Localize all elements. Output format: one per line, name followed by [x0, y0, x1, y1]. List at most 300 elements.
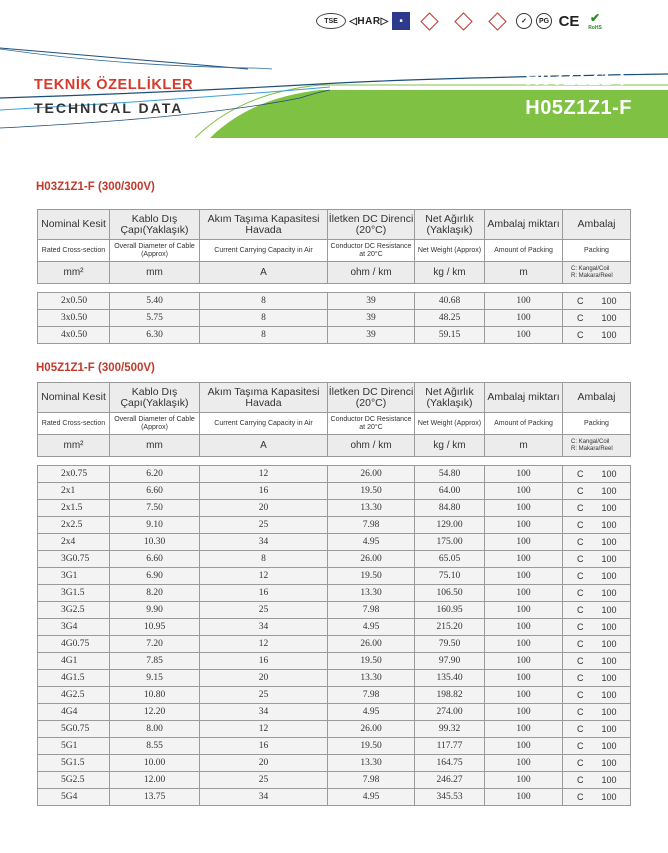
table-cell: 99.32	[415, 721, 485, 738]
table-cell: 75.10	[415, 568, 485, 585]
header-cell: Ambalaj miktarı	[485, 383, 563, 413]
table-row	[38, 517, 631, 534]
packing-length: 100	[601, 605, 617, 615]
table-cell: 100	[485, 687, 563, 704]
diamond-cert-logo-icon	[414, 13, 444, 29]
packing-cell	[563, 534, 631, 551]
packing-length: 100	[601, 792, 617, 802]
table-cell: 26.00	[328, 466, 415, 483]
table-cell: 100	[485, 585, 563, 602]
har-logo-icon: ◁HAR▷	[349, 15, 389, 27]
table-cell: 100	[485, 772, 563, 789]
packing-length: 100	[601, 554, 617, 564]
table-cell: 100	[485, 517, 563, 534]
table-cell: 2x0.50	[38, 293, 110, 310]
table-cell: 100	[485, 755, 563, 772]
table-cell: 7.98	[328, 517, 415, 534]
packing-type: C	[577, 605, 584, 615]
table-cell: 6.30	[110, 327, 200, 344]
packing-type: C	[577, 707, 584, 717]
table-body-h03	[38, 293, 631, 344]
table-cell: 12	[200, 466, 328, 483]
table-cell: 25	[200, 687, 328, 704]
table-cell: 106.50	[415, 585, 485, 602]
packing-cell	[563, 483, 631, 500]
unit-cell: kg / km	[415, 262, 485, 284]
header-cell: Packing	[563, 240, 631, 262]
table-cell: 59.15	[415, 327, 485, 344]
packing-cell	[563, 772, 631, 789]
packing-length: 100	[601, 622, 617, 632]
packing-legend-coil: C: Kangal/Coil	[571, 265, 610, 272]
table-cell: 34	[200, 619, 328, 636]
table-cell: 8.55	[110, 738, 200, 755]
table-cell: 8.00	[110, 721, 200, 738]
table-cell: 4.95	[328, 789, 415, 806]
table-cell: 4G0.75	[38, 636, 110, 653]
table-cell: 100	[485, 534, 563, 551]
table-cell: 20	[200, 755, 328, 772]
packing-type: C	[577, 486, 584, 496]
header-cell: Akım Taşıma Kapasitesi Havada	[200, 210, 328, 240]
header-cell: Net Ağırlık (Yaklaşık)	[415, 383, 485, 413]
table-cell: 54.80	[415, 466, 485, 483]
packing-cell	[563, 636, 631, 653]
table-row	[38, 551, 631, 568]
packing-type: C	[577, 537, 584, 547]
table-cell: 7.50	[110, 500, 200, 517]
packing-cell	[563, 670, 631, 687]
packing-cell	[563, 466, 631, 483]
packing-type: C	[577, 775, 584, 785]
table-cell: 100	[485, 738, 563, 755]
packing-cell	[563, 721, 631, 738]
packing-length: 100	[601, 758, 617, 768]
spec-table-h05	[37, 382, 631, 806]
table-cell: 13.30	[328, 755, 415, 772]
table-cell: 117.77	[415, 738, 485, 755]
unit-cell: m	[485, 262, 563, 284]
table-cell: 7.98	[328, 687, 415, 704]
packing-length: 100	[601, 690, 617, 700]
header-cell: Ambalaj miktarı	[485, 210, 563, 240]
certification-logos	[316, 10, 634, 32]
table-cell: 34	[200, 704, 328, 721]
table-cell: 40.68	[415, 293, 485, 310]
table-cell: 39	[328, 327, 415, 344]
table-cell: 10.30	[110, 534, 200, 551]
table-cell: 9.90	[110, 602, 200, 619]
table-cell: 100	[485, 551, 563, 568]
table-cell: 97.90	[415, 653, 485, 670]
table-cell: 100	[485, 789, 563, 806]
table-cell: 3G4	[38, 619, 110, 636]
header-cell: Akım Taşıma Kapasitesi Havada	[200, 383, 328, 413]
header-cell: Amount of Packing	[485, 413, 563, 435]
table-cell: 164.75	[415, 755, 485, 772]
table-cell: 7.98	[328, 772, 415, 789]
header-cell: Net Weight (Approx)	[415, 413, 485, 435]
header-cell: Ambalaj	[563, 383, 631, 413]
table-cell: 2x0.75	[38, 466, 110, 483]
packing-type: C	[577, 690, 584, 700]
table-cell: 25	[200, 517, 328, 534]
table-cell: 8.20	[110, 585, 200, 602]
table-cell: 65.05	[415, 551, 485, 568]
table-cell: 12.00	[110, 772, 200, 789]
header-row-english	[38, 240, 631, 262]
unit-cell: mm	[110, 435, 200, 457]
header-cell: Conductor DC Resistance at 20°C	[328, 240, 415, 262]
table-row	[38, 585, 631, 602]
table-cell: 100	[485, 310, 563, 327]
table-cell: 39	[328, 293, 415, 310]
unit-cell: ohm / km	[328, 435, 415, 457]
packing-cell	[563, 517, 631, 534]
table-row	[38, 704, 631, 721]
table-row	[38, 772, 631, 789]
unit-cell: ohm / km	[328, 262, 415, 284]
table-cell: 3G2.5	[38, 602, 110, 619]
table-cell: 6.60	[110, 551, 200, 568]
diamond-cert-logo-icon	[482, 13, 512, 29]
table-cell: 16	[200, 585, 328, 602]
unit-cell: mm	[110, 262, 200, 284]
packing-legend-cell	[563, 262, 631, 284]
packing-cell	[563, 619, 631, 636]
table-row	[38, 310, 631, 327]
packing-cell	[563, 704, 631, 721]
header-cell: Rated Cross-section	[38, 413, 110, 435]
table-cell: 10.80	[110, 687, 200, 704]
table-cell: 10.95	[110, 619, 200, 636]
header-row-units	[38, 262, 631, 284]
table-row	[38, 483, 631, 500]
header-row-turkish	[38, 210, 631, 240]
packing-cell	[563, 551, 631, 568]
table-cell: 100	[485, 483, 563, 500]
table-row	[38, 466, 631, 483]
table-cell: 160.95	[415, 602, 485, 619]
table-cell: 3x0.50	[38, 310, 110, 327]
header-cell: Kablo Dış Çapı(Yaklaşık)	[110, 210, 200, 240]
table-cell: 4G1.5	[38, 670, 110, 687]
packing-length: 100	[601, 537, 617, 547]
table-cell: 2x4	[38, 534, 110, 551]
table-cell: 4G2.5	[38, 687, 110, 704]
header-cell: Current Carrying Capacity in Air	[200, 413, 328, 435]
table-row	[38, 721, 631, 738]
header-cell: Nominal Kesit	[38, 383, 110, 413]
table-cell: 25	[200, 772, 328, 789]
table-cell: 79.50	[415, 636, 485, 653]
packing-type: C	[577, 622, 584, 632]
table-cell: 215.20	[415, 619, 485, 636]
packing-legend-reel: R: Makara/Reel	[571, 272, 613, 279]
packing-cell	[563, 500, 631, 517]
packing-cell	[563, 293, 631, 310]
packing-type: C	[577, 330, 584, 340]
header-cell: İletken DC Direnci (20°C)	[328, 383, 415, 413]
table-cell: 13.75	[110, 789, 200, 806]
packing-type: C	[577, 724, 584, 734]
table-cell: 9.15	[110, 670, 200, 687]
table-cell: 9.10	[110, 517, 200, 534]
packing-length: 100	[601, 469, 617, 479]
table-cell: 16	[200, 653, 328, 670]
table-cell: 4.95	[328, 704, 415, 721]
table-cell: 274.00	[415, 704, 485, 721]
header-row-english	[38, 413, 631, 435]
packing-type: C	[577, 571, 584, 581]
unit-cell: A	[200, 435, 328, 457]
table-cell: 5G4	[38, 789, 110, 806]
packing-length: 100	[601, 707, 617, 717]
packing-type: C	[577, 741, 584, 751]
table-cell: 64.00	[415, 483, 485, 500]
table-body-h05	[38, 466, 631, 806]
packing-type: C	[577, 313, 584, 323]
table-cell: 10.00	[110, 755, 200, 772]
table-cell: 20	[200, 670, 328, 687]
packing-cell	[563, 755, 631, 772]
header-cell: Packing	[563, 413, 631, 435]
rohs-check-icon: ✔ RoHS	[588, 11, 602, 31]
circle-cert-logo-icon: ✓	[516, 13, 532, 29]
table-cell: 26.00	[328, 721, 415, 738]
table-cell: 4G4	[38, 704, 110, 721]
packing-length: 100	[601, 775, 617, 785]
table-cell: 8	[200, 551, 328, 568]
header-cell: Overall Diameter of Cable (Approx)	[110, 413, 200, 435]
table-cell: 4x0.50	[38, 327, 110, 344]
header-cell: Net Ağırlık (Yaklaşık)	[415, 210, 485, 240]
header-row-units	[38, 435, 631, 457]
ce-mark-icon: CE	[558, 12, 580, 30]
table-cell: 16	[200, 738, 328, 755]
model-name-1: H03Z1Z1-F	[525, 68, 632, 90]
section-title-h05: H05Z1Z1-F (300/500V)	[36, 362, 155, 374]
packing-cell	[563, 789, 631, 806]
packing-cell	[563, 653, 631, 670]
table-cell: 19.50	[328, 568, 415, 585]
table-cell: 19.50	[328, 653, 415, 670]
spec-table-h03	[37, 209, 631, 344]
table-cell: 6.90	[110, 568, 200, 585]
table-cell: 84.80	[415, 500, 485, 517]
table-cell: 8	[200, 310, 328, 327]
table-cell: 198.82	[415, 687, 485, 704]
table-cell: 100	[485, 653, 563, 670]
table-cell: 4G1	[38, 653, 110, 670]
packing-type: C	[577, 656, 584, 666]
table-cell: 6.60	[110, 483, 200, 500]
header-cell: Net Weight (Approx)	[415, 240, 485, 262]
table-row	[38, 636, 631, 653]
table-cell: 135.40	[415, 670, 485, 687]
table-cell: 100	[485, 619, 563, 636]
table-row	[38, 500, 631, 517]
packing-legend-cell	[563, 435, 631, 457]
section-title-h03: H03Z1Z1-F (300/300V)	[36, 181, 155, 193]
packing-length: 100	[601, 503, 617, 513]
table-cell: 246.27	[415, 772, 485, 789]
unit-cell: m	[485, 435, 563, 457]
table-cell: 100	[485, 293, 563, 310]
table-cell: 48.25	[415, 310, 485, 327]
packing-type: C	[577, 673, 584, 683]
table-cell: 26.00	[328, 636, 415, 653]
table-cell: 2x1.5	[38, 500, 110, 517]
header-cell: Conductor DC Resistance at 20°C	[328, 413, 415, 435]
table-cell: 129.00	[415, 517, 485, 534]
table-cell: 19.50	[328, 483, 415, 500]
packing-length: 100	[601, 656, 617, 666]
packing-length: 100	[601, 571, 617, 581]
packing-length: 100	[601, 520, 617, 530]
packing-type: C	[577, 296, 584, 306]
packing-type: C	[577, 469, 584, 479]
table-row	[38, 687, 631, 704]
table-cell: 5.75	[110, 310, 200, 327]
table-cell: 5G0.75	[38, 721, 110, 738]
table-row	[38, 293, 631, 310]
square-cert-logo-icon: ■	[392, 12, 410, 30]
packing-cell	[563, 687, 631, 704]
table-cell: 13.30	[328, 585, 415, 602]
packing-length: 100	[601, 724, 617, 734]
table-cell: 20	[200, 500, 328, 517]
table-cell: 2x1	[38, 483, 110, 500]
packing-type: C	[577, 792, 584, 802]
table-cell: 12	[200, 568, 328, 585]
table-row	[38, 327, 631, 344]
table-cell: 100	[485, 670, 563, 687]
header-cell: Amount of Packing	[485, 240, 563, 262]
packing-length: 100	[601, 330, 617, 340]
table-cell: 100	[485, 636, 563, 653]
packing-type: C	[577, 554, 584, 564]
table-cell: 100	[485, 602, 563, 619]
packing-type: C	[577, 588, 584, 598]
table-row	[38, 619, 631, 636]
table-cell: 7.98	[328, 602, 415, 619]
header-cell: Ambalaj	[563, 210, 631, 240]
table-cell: 8	[200, 327, 328, 344]
table-cell: 12	[200, 721, 328, 738]
packing-length: 100	[601, 588, 617, 598]
packing-cell	[563, 568, 631, 585]
header-cell: Rated Cross-section	[38, 240, 110, 262]
table-cell: 345.53	[415, 789, 485, 806]
table-cell: 3G0.75	[38, 551, 110, 568]
table-cell: 16	[200, 483, 328, 500]
header-cell: Kablo Dış Çapı(Yaklaşık)	[110, 383, 200, 413]
table-cell: 5.40	[110, 293, 200, 310]
table-cell: 100	[485, 704, 563, 721]
packing-type: C	[577, 758, 584, 768]
table-row	[38, 670, 631, 687]
packing-cell	[563, 327, 631, 344]
table-row	[38, 602, 631, 619]
diamond-cert-logo-icon	[448, 13, 478, 29]
table-cell: 3G1.5	[38, 585, 110, 602]
table-cell: 25	[200, 602, 328, 619]
header-cell: Overall Diameter of Cable (Approx)	[110, 240, 200, 262]
table-cell: 100	[485, 721, 563, 738]
table-row	[38, 755, 631, 772]
packing-cell	[563, 602, 631, 619]
page-title-english: TECHNICAL DATA	[34, 100, 184, 116]
model-name-2: H05Z1Z1-F	[525, 97, 632, 119]
table-cell: 100	[485, 500, 563, 517]
table-cell: 4.95	[328, 534, 415, 551]
packing-length: 100	[601, 486, 617, 496]
page-title-turkish: TEKNİK ÖZELLİKLER	[34, 77, 194, 93]
unit-cell: mm²	[38, 435, 110, 457]
packing-legend-reel: R: Makara/Reel	[571, 445, 613, 452]
table-cell: 5G1.5	[38, 755, 110, 772]
table-cell: 4.95	[328, 619, 415, 636]
pg-cert-logo-icon: PG	[536, 13, 552, 29]
tse-logo-icon: TSE	[316, 13, 346, 29]
table-cell: 6.20	[110, 466, 200, 483]
header-row-turkish	[38, 383, 631, 413]
packing-type: C	[577, 520, 584, 530]
packing-type: C	[577, 503, 584, 513]
packing-length: 100	[601, 741, 617, 751]
table-cell: 100	[485, 466, 563, 483]
header-cell: İletken DC Direnci (20°C)	[328, 210, 415, 240]
header-cell: Nominal Kesit	[38, 210, 110, 240]
table-cell: 3G1	[38, 568, 110, 585]
unit-cell: A	[200, 262, 328, 284]
packing-cell	[563, 585, 631, 602]
table-row	[38, 789, 631, 806]
packing-type: C	[577, 639, 584, 649]
table-cell: 12.20	[110, 704, 200, 721]
packing-length: 100	[601, 673, 617, 683]
table-cell: 2x2.5	[38, 517, 110, 534]
packing-cell	[563, 310, 631, 327]
table-cell: 5G2.5	[38, 772, 110, 789]
header-cell: Current Carrying Capacity in Air	[200, 240, 328, 262]
table-cell: 100	[485, 568, 563, 585]
table-cell: 26.00	[328, 551, 415, 568]
table-cell: 100	[485, 327, 563, 344]
table-cell: 8	[200, 293, 328, 310]
table-cell: 7.85	[110, 653, 200, 670]
packing-length: 100	[601, 296, 617, 306]
packing-cell	[563, 738, 631, 755]
table-cell: 39	[328, 310, 415, 327]
table-row	[38, 534, 631, 551]
table-cell: 19.50	[328, 738, 415, 755]
table-cell: 13.30	[328, 670, 415, 687]
table-cell: 34	[200, 534, 328, 551]
table-cell: 12	[200, 636, 328, 653]
table-row	[38, 738, 631, 755]
unit-cell: mm²	[38, 262, 110, 284]
packing-length: 100	[601, 639, 617, 649]
table-cell: 34	[200, 789, 328, 806]
unit-cell: kg / km	[415, 435, 485, 457]
table-cell: 175.00	[415, 534, 485, 551]
packing-legend-coil: C: Kangal/Coil	[571, 438, 610, 445]
table-cell: 5G1	[38, 738, 110, 755]
packing-length: 100	[601, 313, 617, 323]
table-row	[38, 568, 631, 585]
